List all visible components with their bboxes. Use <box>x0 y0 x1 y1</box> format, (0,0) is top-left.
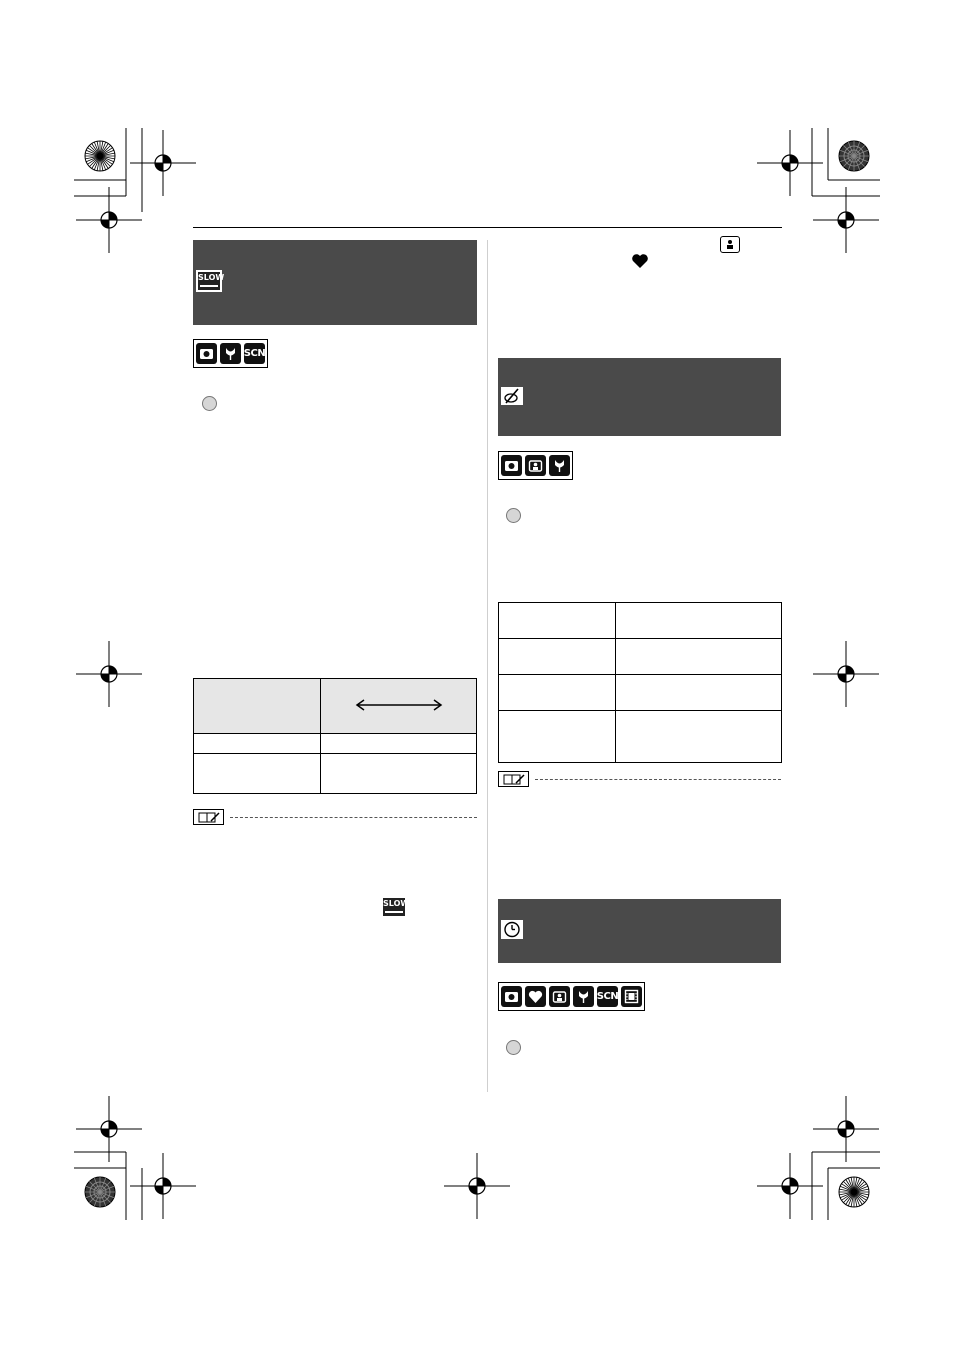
slow-shutter-icon: SLOW <box>196 270 222 292</box>
table-cell <box>499 711 616 763</box>
table-header-cell <box>194 679 321 734</box>
scene-mode-icon: SCN <box>597 986 618 1007</box>
mode-icons-right-1 <box>498 451 573 480</box>
portrait-mode-icon <box>549 986 570 1007</box>
right-table <box>498 602 782 763</box>
table-cell <box>616 675 782 711</box>
button-circle-icon <box>506 1040 521 1055</box>
camera-mode-icon <box>196 343 217 364</box>
scene-mode-icon: SCN <box>244 343 265 364</box>
table-cell <box>616 603 782 639</box>
button-circle-icon <box>506 508 521 523</box>
dashed-line <box>535 779 781 780</box>
macro-mode-icon <box>573 986 594 1007</box>
table-cell <box>321 734 477 754</box>
header-rule <box>193 227 782 228</box>
note-icon <box>498 771 529 787</box>
note-icon <box>193 809 224 825</box>
pen-icon <box>501 387 523 405</box>
table-cell <box>499 603 616 639</box>
note-separator-left <box>193 809 477 825</box>
macro-mode-icon <box>549 455 570 476</box>
camera-mode-icon <box>501 986 522 1007</box>
section-header-clock <box>498 899 781 963</box>
portrait-inline-icon <box>720 236 740 253</box>
mode-icons-left <box>193 339 268 368</box>
slow-shutter-inline-icon: SLOW <box>383 898 405 916</box>
double-arrow-icon <box>354 698 444 712</box>
camera-mode-icon <box>501 455 522 476</box>
button-circle-icon <box>202 396 217 411</box>
clock-icon <box>501 920 523 939</box>
table-cell <box>499 639 616 675</box>
note-separator-right <box>498 771 781 787</box>
movie-mode-icon <box>621 986 642 1007</box>
table-cell <box>499 675 616 711</box>
heart-inline-icon <box>631 253 649 274</box>
left-table <box>193 678 477 794</box>
section-header-slow-shutter <box>193 240 477 325</box>
table-cell <box>321 754 477 794</box>
table-cell <box>194 754 321 794</box>
table-cell <box>616 711 782 763</box>
table-cell <box>194 734 321 754</box>
table-cell <box>616 639 782 675</box>
heart-mode-icon <box>525 986 546 1007</box>
section-header-pen <box>498 358 781 436</box>
dashed-line <box>230 817 477 818</box>
mode-icons-right-2 <box>498 982 645 1011</box>
table-header-cell <box>321 679 477 734</box>
portrait-mode-icon <box>525 455 546 476</box>
macro-mode-icon <box>220 343 241 364</box>
column-divider <box>487 240 488 1092</box>
